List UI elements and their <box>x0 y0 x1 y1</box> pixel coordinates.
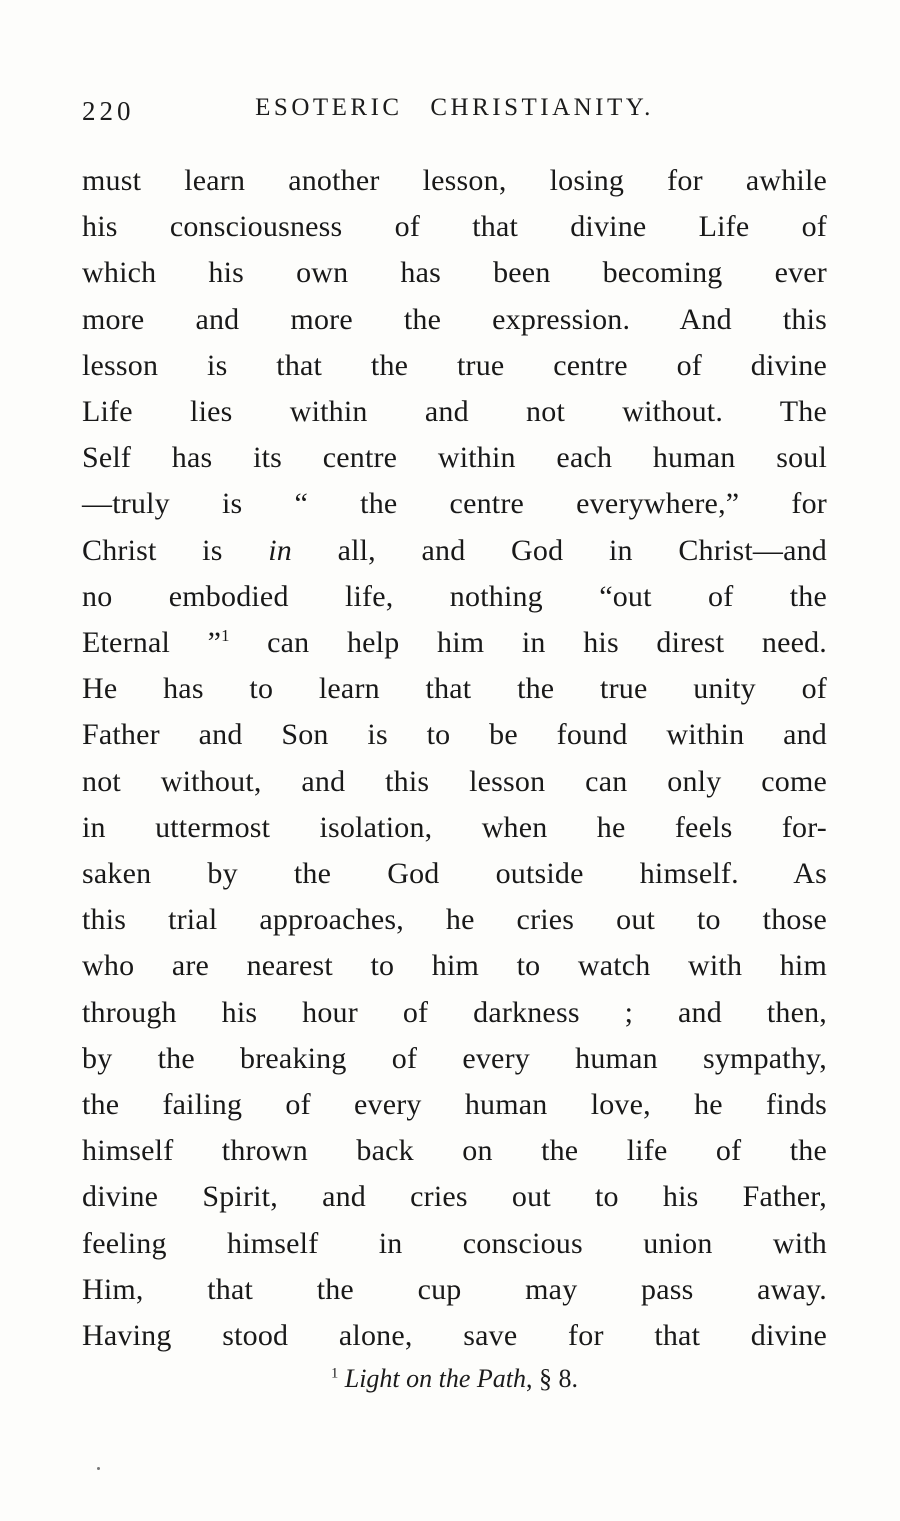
body-text <box>82 158 827 1359</box>
text-line: Life lies within and not without. The <box>82 395 827 429</box>
text-line: this trial approaches, he cries out to those <box>82 903 827 937</box>
text-line: Self has its centre within each human soul <box>82 441 827 475</box>
text-line: by the breaking of every human sympathy, <box>82 1041 827 1075</box>
scan-speck <box>97 1467 100 1470</box>
text-line: Christ is in all, and God in Christ—and <box>82 533 827 567</box>
text-line: no embodied life, nothing “out of the <box>82 579 827 613</box>
text-line: through his hour of darkness ; and then, <box>82 995 827 1029</box>
text-line: who are nearest to him to watch with him <box>82 949 827 983</box>
text-line: more and more the expression. And this <box>82 302 827 336</box>
text-line: must learn another lesson, losing for awhile <box>82 164 827 197</box>
text-line: which his own has been becoming ever <box>82 256 827 290</box>
page-header <box>82 94 827 130</box>
text-line: feeling himself in conscious union with <box>82 1226 827 1260</box>
text-line: not without, and this lesson can only come <box>82 764 827 798</box>
running-title: ESOTERIC CHRISTIANITY. <box>255 94 654 121</box>
footnote: $^1$ Light on the Path, § 8. <box>330 1364 579 1393</box>
text-line: divine Spirit, and cries out to his Father, <box>82 1180 827 1214</box>
text-line: Him, that the cup may pass away. <box>82 1272 827 1306</box>
text-line: his consciousness of that divine Life of <box>82 210 827 244</box>
text-line: Eternal ”$^1$ can help him in his direst need. <box>82 626 827 660</box>
page-number: 220 <box>82 96 135 126</box>
text-line: the failing of every human love, he finds <box>82 1088 827 1122</box>
text-line: Having stood alone, save for that divine <box>82 1319 827 1353</box>
text-line: in uttermost isolation, when he feels for- <box>82 810 827 844</box>
text-line: He has to learn that the true unity of <box>82 672 827 706</box>
text-line: Father and Son is to be found within and <box>82 718 827 752</box>
text-line: saken by the God outside himself. As <box>82 857 827 891</box>
text-line: lesson is that the true centre of divine <box>82 348 827 382</box>
text-line: himself thrown back on the life of the <box>82 1134 827 1168</box>
text-line: —truly is “ the centre everywhere,” for <box>82 487 827 521</box>
